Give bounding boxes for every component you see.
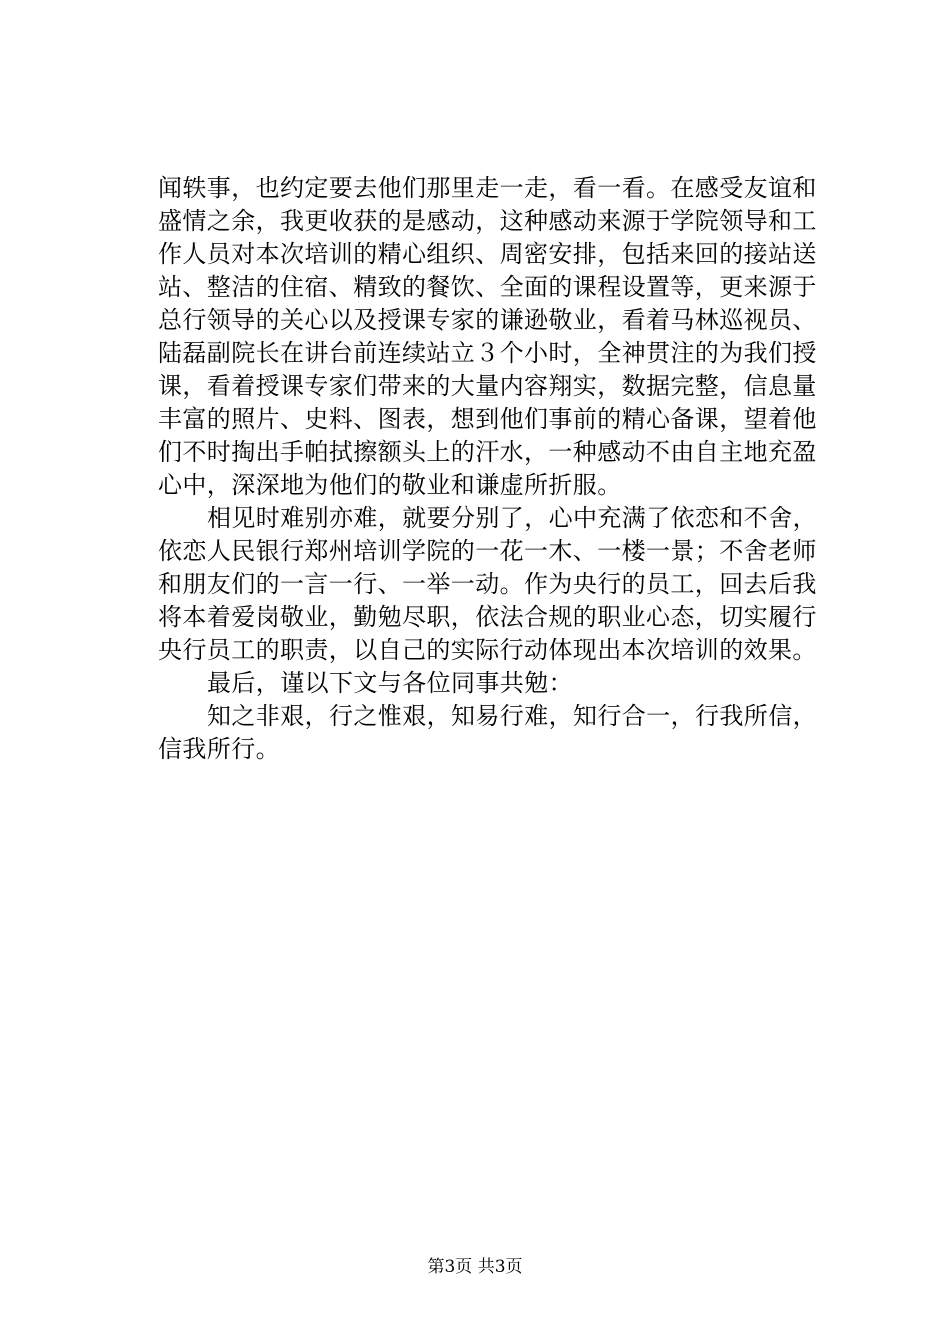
text-line: 作人员对本次培训的精心组织、周密安排，包括来回的接站送 — [158, 240, 817, 268]
text-line: 央行员工的职责，以自己的实际行动体现出本次培训的效果。 — [158, 636, 817, 664]
page-number: 第3页 共3页 — [427, 1257, 523, 1277]
text-line: 心中，深深地为他们的敬业和谦虚所折服。 — [158, 471, 622, 499]
text-line: 陆磊副院长在讲台前连续站立３个小时，全神贯注的为我们授 — [158, 339, 817, 367]
text-line: 总行领导的关心以及授课专家的谦逊敬业，看着马林巡视员、 — [158, 306, 817, 334]
text-line: 站、整洁的住宿、精致的餐饮、全面的课程设置等，更来源于 — [158, 273, 817, 301]
text-line: 信我所行。 — [158, 735, 280, 763]
text-line: 依恋人民银行郑州培训学院的一花一木、一楼一景；不舍老师 — [158, 537, 817, 565]
text-line: 盛情之余，我更收获的是感动，这种感动来源于学院领导和工 — [158, 207, 817, 235]
paragraph-first-line: 最后，谨以下文与各位同事共勉： — [207, 669, 573, 697]
text-line: 课，看着授课专家们带来的大量内容翔实，数据完整，信息量 — [158, 372, 817, 400]
paragraph-first-line: 知之非艰，行之惟艰，知易行难，知行合一，行我所信， — [207, 702, 817, 730]
text-line: 将本着爱岗敬业，勤勉尽职，依法合规的职业心态，切实履行 — [158, 603, 817, 631]
paragraph-first-line: 相见时难别亦难，就要分别了，心中充满了依恋和不舍， — [207, 504, 817, 532]
body-text — [158, 172, 838, 766]
text-line: 闻轶事，也约定要去他们那里走一走，看一看。在感受友谊和 — [158, 174, 817, 202]
text-line: 和朋友们的一言一行、一举一动。作为央行的员工，回去后我 — [158, 570, 817, 598]
text-line: 们不时掏出手帕拭擦额头上的汗水，一种感动不由自主地充盈 — [158, 438, 817, 466]
text-line: 丰富的照片、史料、图表，想到他们事前的精心备课，望着他 — [158, 405, 817, 433]
page-footer — [0, 1256, 950, 1278]
